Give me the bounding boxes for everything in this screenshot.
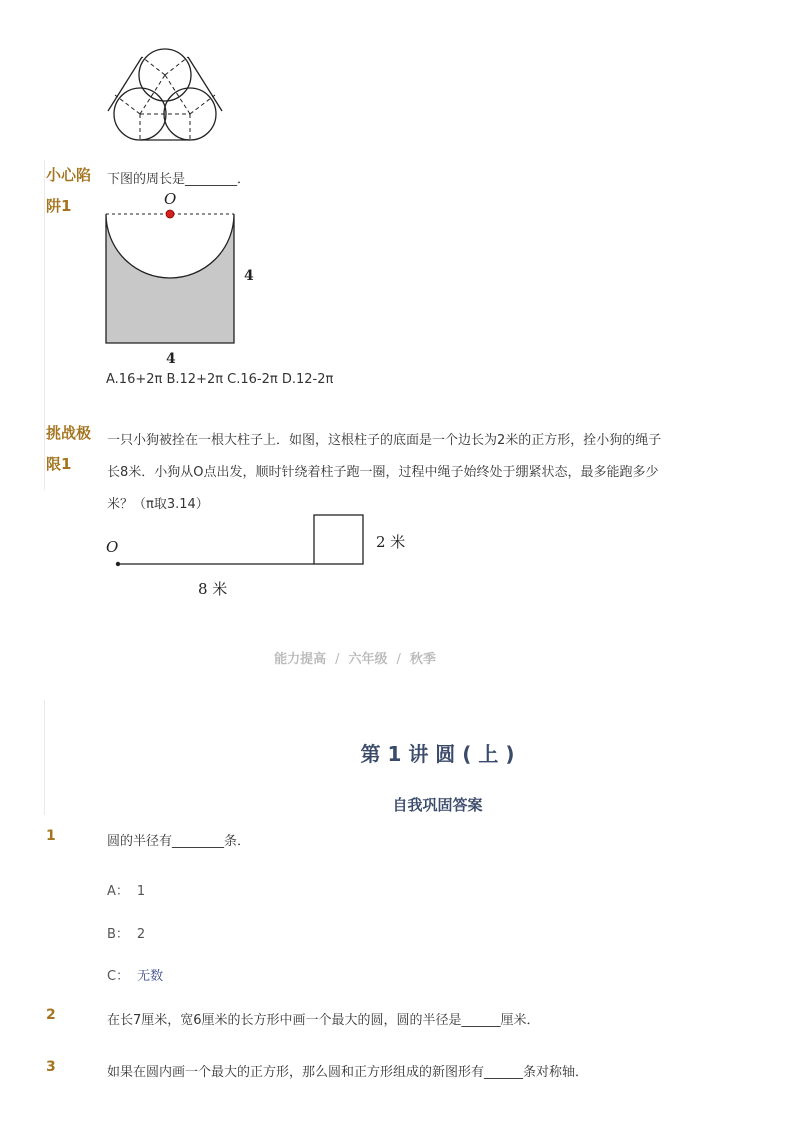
question-2-text: 在长7厘米，宽6厘米的长方形中画一个最大的圆，圆的半径是______厘米．	[107, 1013, 540, 1028]
point-o-label: O	[164, 190, 177, 208]
belt-right	[188, 57, 222, 111]
challenge-label: 挑战极 限1	[46, 424, 92, 473]
question-3-text: 如果在圆内画一个最大的正方形，那么圆和正方形组成的新图形有______条对称轴．	[107, 1065, 589, 1080]
side-bottom-label: 4	[166, 351, 176, 367]
section-title: 自我巩固答案	[392, 796, 483, 814]
rope-length-label: 8 米	[198, 580, 228, 598]
side-right-label: 4	[244, 268, 254, 284]
challenge-text: 一只小狗被拴在一根大柱子上．如图，这根柱子的底面是一个边长为2米的正方形，拴小狗的绳子 长8米．小狗从O点出发，顺时针绕着柱子跑一圈，过程中绳子始终处于绷紧状态，最多能跑多少 米？（π取3.14）	[107, 433, 662, 512]
point-o-dot	[116, 562, 120, 566]
three-circles-figure	[100, 35, 230, 145]
question-2-number: 2	[46, 1007, 56, 1023]
question-1-option-c: C： 无数	[107, 969, 164, 984]
semicircle-square-figure	[100, 188, 265, 370]
belt-left	[108, 57, 142, 111]
question-1-number: 1	[46, 828, 56, 844]
question-3-number: 3	[46, 1059, 56, 1075]
trap-choices: A.16+2π B.12+2π C.16-2π D.12-2π	[106, 372, 334, 387]
pillar-square	[314, 515, 363, 564]
trap-label: 小心陷 阱1	[46, 166, 92, 215]
lecture-title: 第 1 讲 圆 ( 上 )	[360, 742, 515, 766]
question-1-text: 圆的半径有________条．	[107, 834, 251, 849]
question-1-option-a: A： 1	[107, 884, 146, 899]
pillar-side-label: 2 米	[376, 533, 406, 551]
left-rule	[44, 160, 45, 490]
center-point	[166, 210, 174, 218]
question-1-option-b: B： 2	[107, 927, 146, 942]
trap-question: 下图的周长是________．	[107, 172, 251, 187]
shaded-region	[106, 214, 234, 343]
page-footer: 能力提高 / 六年级 / 秋季	[274, 652, 436, 667]
dog-rope-figure	[100, 508, 420, 603]
point-o-label: O	[106, 538, 119, 556]
